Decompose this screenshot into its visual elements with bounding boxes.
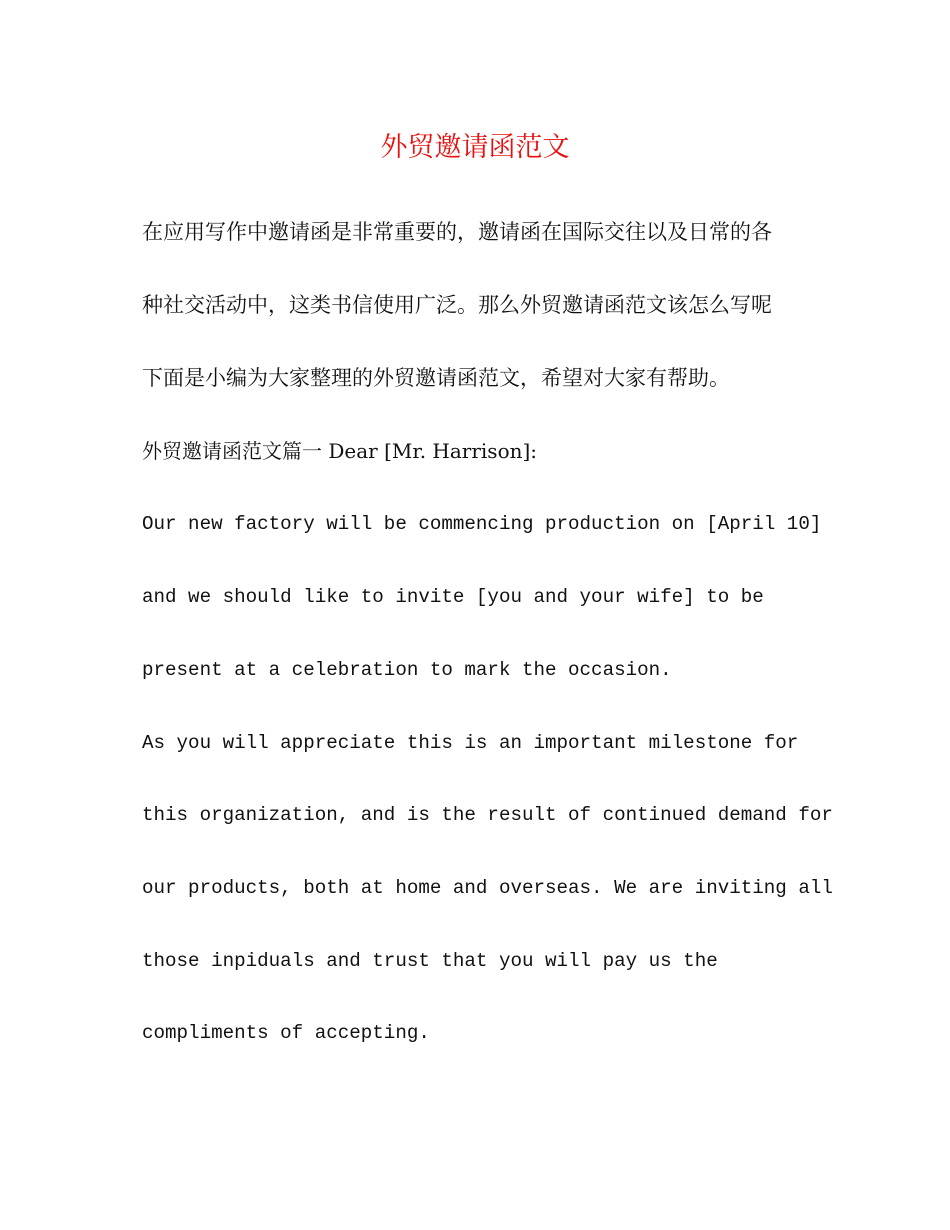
document-title: 外贸邀请函范文 xyxy=(380,132,570,163)
intro-line-3: 下面是小编为大家整理的外贸邀请函范文，希望对大家有帮助。 xyxy=(142,366,730,390)
paragraph1-line-3: present at a celebration to mark the occasion. xyxy=(142,659,672,681)
intro-line-1: 在应用写作中邀请函是非常重要的，邀请函在国际交往以及日常的各 xyxy=(142,220,772,244)
paragraph2-line-5: compliments of accepting. xyxy=(142,1022,430,1044)
paragraph2-line-4: those inpiduals and trust that you will pay us the xyxy=(142,950,718,972)
paragraph2-line-1: As you will appreciate this is an important milestone for xyxy=(142,732,799,754)
paragraph1-line-2: and we should like to invite [you and your wife] to be xyxy=(142,586,764,608)
letter-heading: 外贸邀请函范文篇一 Dear [Mr. Harrison]: xyxy=(142,439,538,463)
paragraph2-line-3: our products, both at home and overseas. We are inviting all xyxy=(142,877,833,899)
paragraph2-line-2: this organization, and is the result of continued demand for xyxy=(142,804,833,826)
paragraph1-line-1: Our new factory will be commencing production on [April 10] xyxy=(142,513,822,535)
intro-line-2: 种社交活动中，这类书信使用广泛。那么外贸邀请函范文该怎么写呢 xyxy=(142,293,772,317)
